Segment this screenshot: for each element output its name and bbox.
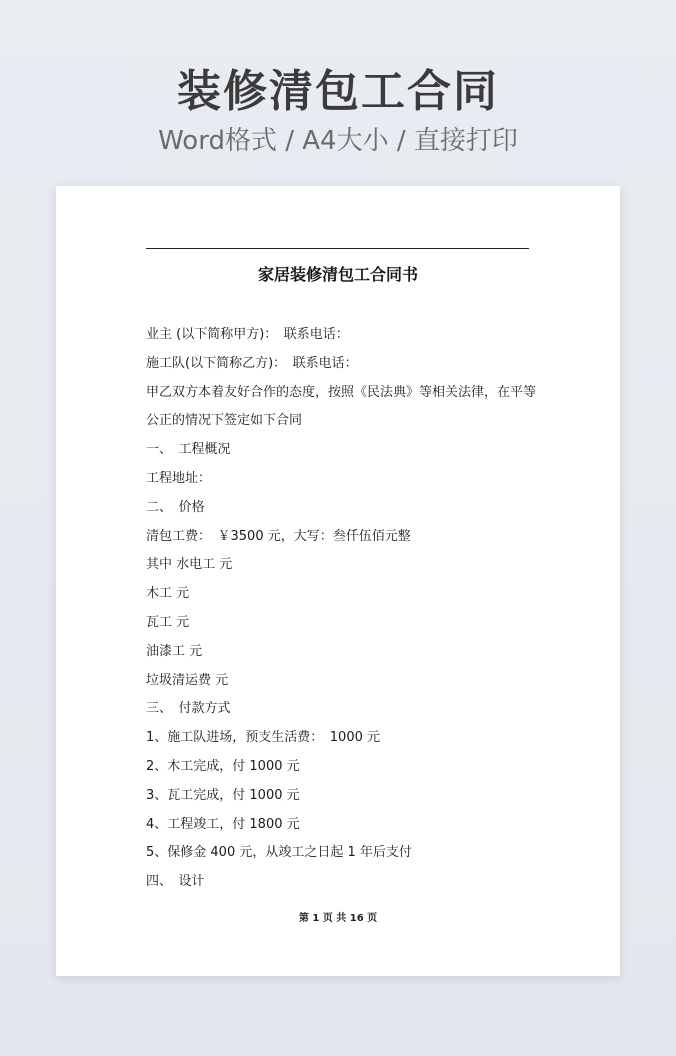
text-line: 公正的情况下签定如下合同	[146, 413, 303, 429]
text-line: 其中 水电工 元	[146, 557, 233, 573]
text-line: 4、工程竣工，付 1800 元	[146, 816, 300, 832]
text-line: 木工 元	[146, 586, 190, 602]
section-heading: 二、 价格	[146, 499, 205, 515]
banner-subtitle: Word格式 / A4大小 / 直接打印	[158, 126, 518, 156]
text-line: 2、木工完成，付 1000 元	[146, 758, 300, 774]
banner	[0, 62, 676, 158]
banner-title: 装修清包工合同	[177, 66, 499, 117]
text-line: 垃圾清运费 元	[146, 672, 229, 688]
text-line: 施工队(以下简称乙方)： 联系电话：	[146, 355, 358, 371]
text-line: 5、保修金 400 元，从竣工之日起 1 年后支付	[146, 845, 412, 861]
text-line: 瓦工 元	[146, 614, 190, 630]
header-rule	[146, 248, 529, 249]
text-line: 1、施工队进场，预支生活费： 1000 元	[146, 730, 380, 746]
text-line: 3、瓦工完成，付 1000 元	[146, 787, 300, 803]
text-line: 甲乙双方本着友好合作的态度，按照《民法典》等相关法律，在平等	[146, 384, 537, 400]
text-line: 油漆工 元	[146, 643, 203, 659]
document-page	[56, 186, 620, 976]
text-line: 清包工费： ￥3500 元，大写：叁仟伍佰元整	[146, 528, 411, 544]
document-title: 家居装修清包工合同书	[257, 265, 418, 284]
page-number-footer: 第 1 页 共 16 页	[298, 913, 378, 924]
section-heading: 四、 设计	[146, 874, 205, 890]
section-heading: 一、 工程概况	[146, 442, 231, 458]
text-line: 业主 (以下简称甲方)： 联系电话：	[146, 327, 349, 342]
section-heading: 三、 付款方式	[146, 701, 231, 717]
document-body	[146, 321, 546, 897]
text-line: 工程地址：	[146, 470, 212, 486]
